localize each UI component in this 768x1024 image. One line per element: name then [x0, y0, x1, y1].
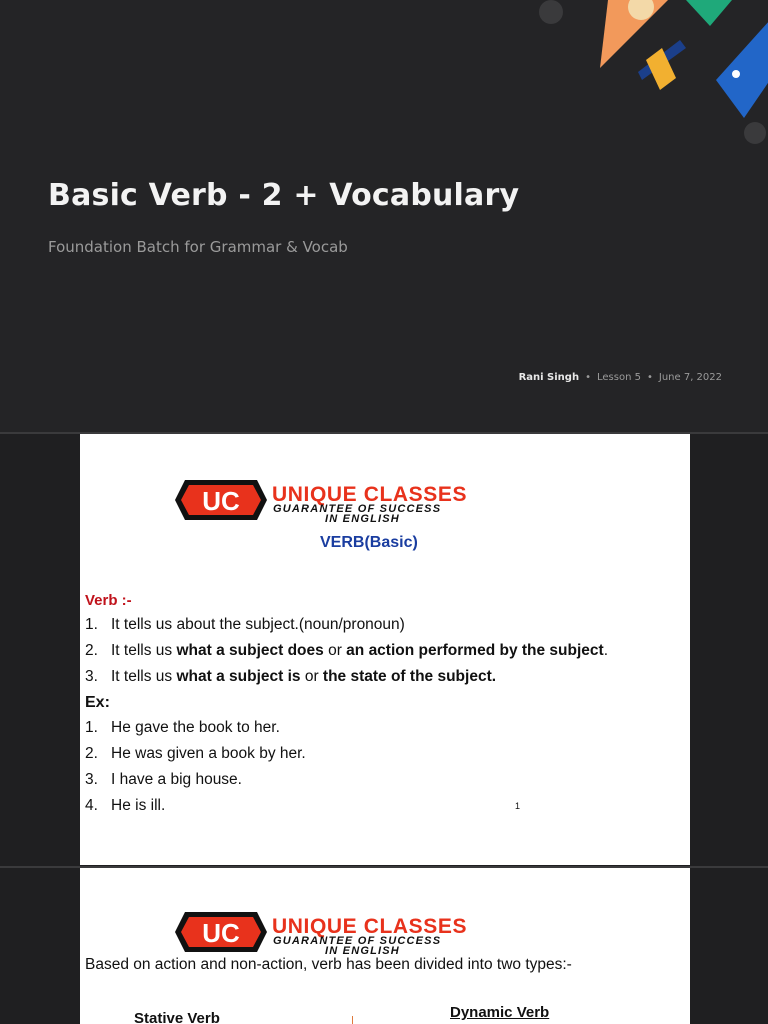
definition-text: It tells us about the subject.(noun/pronoun): [111, 616, 405, 633]
definition-emphasis: the state of the subject.: [322, 668, 497, 685]
stationery-decoration: [538, 0, 768, 160]
verb-types-intro: Based on action and non-action, verb has been divided into two types:-: [85, 956, 572, 973]
example-text: He gave the book to her.: [111, 719, 280, 736]
lesson-meta: [519, 372, 722, 383]
logo-monogram: UC: [202, 486, 240, 516]
definition-item: [85, 642, 608, 660]
definition-emphasis: what a subject does: [176, 642, 324, 659]
document-page-2: [80, 868, 690, 1024]
example-item: [85, 745, 306, 763]
slide-heading: VERB(Basic): [320, 534, 418, 551]
verb-label: Verb :-: [85, 592, 132, 609]
definition-text: It tells us: [111, 642, 177, 659]
page-number: 1: [515, 801, 521, 811]
example-text: He is ill.: [111, 797, 166, 814]
definition-text: or: [300, 668, 323, 685]
uc-monogram-icon: [175, 478, 267, 522]
definition-text: or: [323, 642, 347, 659]
unique-classes-logo: [175, 910, 575, 960]
document-page-1: [80, 434, 690, 865]
definition-item: [85, 668, 496, 686]
cover-slide: [0, 0, 768, 432]
list-number: 3.: [85, 771, 98, 788]
lesson-date: June 7, 2022: [658, 372, 722, 383]
dynamic-verb-heading: Dynamic Verb: [450, 1004, 550, 1021]
list-number: 2.: [85, 745, 98, 762]
definition-emphasis: an action performed by the subject: [346, 642, 604, 659]
definition-item: [85, 616, 405, 634]
list-number: 1.: [85, 616, 98, 633]
list-number: 3.: [85, 668, 98, 685]
unique-classes-logo: [175, 478, 575, 528]
column-divider: [352, 1016, 353, 1024]
lesson-title: Basic Verb - 2 + Vocabulary: [48, 178, 520, 213]
lesson-subtitle: Foundation Batch for Grammar & Vocab: [48, 238, 348, 256]
logo-tagline-2: IN ENGLISH: [325, 513, 400, 525]
definition-text: .: [603, 642, 609, 659]
logo-tagline-1: GUARANTEE OF SUCCESS: [273, 503, 442, 515]
logo-tagline-2: IN ENGLISH: [325, 945, 400, 957]
stative-verb-heading: Stative Verb: [134, 1010, 220, 1024]
author-name: Rani Singh: [518, 372, 580, 383]
logo-tagline-1: GUARANTEE OF SUCCESS: [273, 935, 442, 947]
lesson-number: Lesson 5: [597, 372, 641, 383]
example-text: He was given a book by her.: [111, 745, 306, 762]
logo-monogram: UC: [202, 918, 240, 948]
definition-text: It tells us: [111, 668, 177, 685]
list-number: 4.: [85, 797, 98, 814]
example-text: I have a big house.: [111, 771, 242, 788]
logo-name: UNIQUE CLASSES: [272, 915, 468, 938]
list-number: 1.: [85, 719, 98, 736]
meta-separator: •: [585, 372, 591, 383]
examples-label: Ex:: [85, 694, 110, 711]
logo-name: UNIQUE CLASSES: [272, 483, 468, 506]
example-item: [85, 797, 165, 815]
example-item: [85, 719, 280, 737]
definition-emphasis: what a subject is: [176, 668, 301, 685]
uc-monogram-icon: [175, 910, 267, 954]
list-number: 2.: [85, 642, 98, 659]
meta-separator: •: [646, 372, 653, 383]
example-item: [85, 771, 242, 789]
